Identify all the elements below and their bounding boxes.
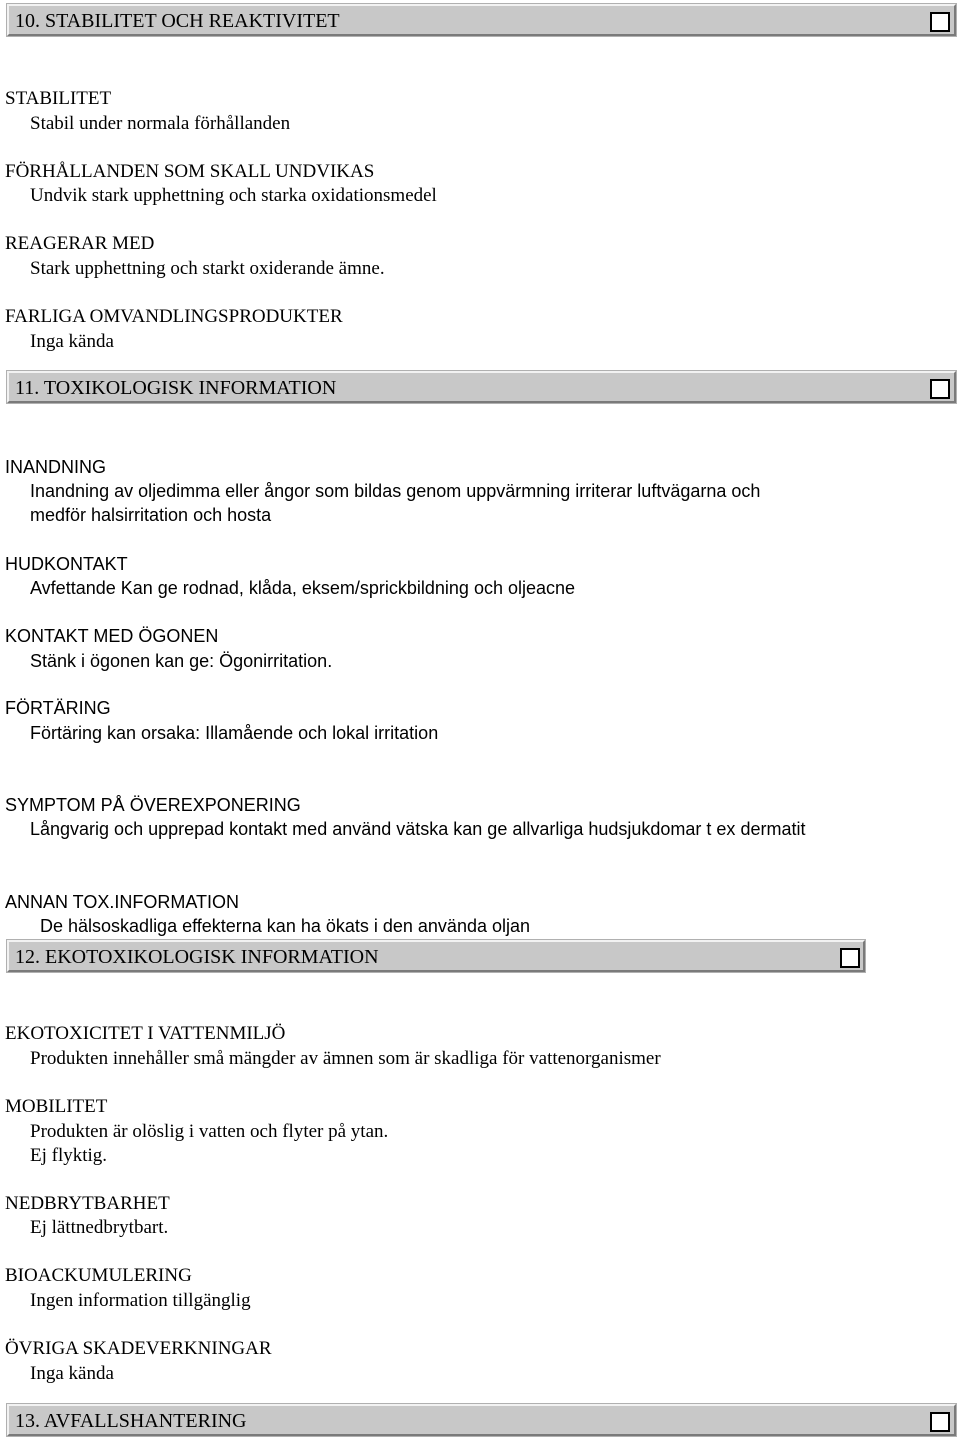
inandning-text-2: medför halsirritation och hosta — [30, 505, 272, 525]
section-11-title: 11. TOXIKOLOGISK INFORMATION — [15, 377, 337, 399]
hudkontakt-heading: HUDKONTAKT — [5, 554, 128, 574]
section-10-header — [7, 4, 956, 36]
nedbrytbarhet-heading: NEDBRYTBARHET — [5, 1193, 170, 1214]
nedbrytbarhet-text: Ej lättnedbrytbart. — [30, 1217, 169, 1238]
farliga-text: Inga kända — [30, 331, 114, 352]
ovriga-text: Inga kända — [30, 1363, 114, 1384]
mobilitet-text-2: Ej flyktig. — [30, 1145, 108, 1166]
ekotoxicitet-heading: EKOTOXICITET I VATTENMILJÖ — [5, 1023, 286, 1044]
forhallanden-heading: FÖRHÅLLANDEN SOM SKALL UNDVIKAS — [5, 161, 375, 182]
inandning-heading: INANDNING — [5, 457, 107, 477]
symptom-heading: SYMPTOM PÅ ÖVEREXPONERING — [5, 795, 301, 815]
fortaring-heading: FÖRTÄRING — [5, 698, 111, 718]
stabilitet-text: Stabil under normala förhållanden — [30, 113, 291, 134]
reagerar-text: Stark upphettning och starkt oxiderande ämne. — [30, 258, 385, 279]
section-10-title: 10. STABILITET OCH REAKTIVITET — [15, 10, 340, 32]
symptom-text: Långvarig och upprepad kontakt med använd vätska kan ge allvarliga hudsjukdomar t ex dermatit — [30, 819, 806, 839]
section-12-title: 12. EKOTOXIKOLOGISK INFORMATION — [15, 946, 379, 968]
section-10-checkbox[interactable] — [930, 12, 950, 32]
mobilitet-text-1: Produkten är olöslig i vatten och flyter på ytan. — [30, 1121, 389, 1142]
annan-tox-text: De hälsoskadliga effekterna kan ha ökats i den använda oljan — [40, 916, 531, 936]
mobilitet-heading: MOBILITET — [5, 1096, 108, 1117]
section-13-checkbox[interactable] — [930, 1412, 950, 1432]
section-13-title: 13. AVFALLSHANTERING — [15, 1410, 247, 1432]
section-12-checkbox[interactable] — [840, 948, 860, 968]
ovriga-heading: ÖVRIGA SKADEVERKNINGAR — [5, 1338, 272, 1359]
inandning-text-1: Inandning av oljedimma eller ångor som bildas genom uppvärmning irriterar luftvägarna och — [30, 481, 761, 501]
fortaring-text: Förtäring kan orsaka: Illamående och lokal irritation — [30, 723, 439, 743]
farliga-heading: FARLIGA OMVANDLINGSPRODUKTER — [5, 306, 343, 327]
annan-tox-heading: ANNAN TOX.INFORMATION — [5, 892, 240, 912]
ogonen-heading: KONTAKT MED ÖGONEN — [5, 626, 219, 646]
section-12-header — [7, 940, 865, 972]
hudkontakt-text: Avfettande Kan ge rodnad, klåda, eksem/sprickbildning och oljeacne — [30, 578, 576, 598]
ogonen-text: Stänk i ögonen kan ge: Ögonirritation. — [30, 651, 333, 671]
bioackumulering-text: Ingen information tillgänglig — [30, 1290, 251, 1311]
section-11-checkbox[interactable] — [930, 379, 950, 399]
forhallanden-text: Undvik stark upphettning och starka oxidationsmedel — [30, 185, 437, 206]
section-13-header — [7, 1404, 956, 1436]
section-11-header — [7, 371, 956, 403]
reagerar-heading: REAGERAR MED — [5, 233, 155, 254]
ekotoxicitet-text: Produkten innehåller små mängder av ämnen som är skadliga för vattenorganismer — [30, 1048, 661, 1069]
stabilitet-heading: STABILITET — [5, 88, 112, 109]
bioackumulering-heading: BIOACKUMULERING — [5, 1265, 192, 1286]
